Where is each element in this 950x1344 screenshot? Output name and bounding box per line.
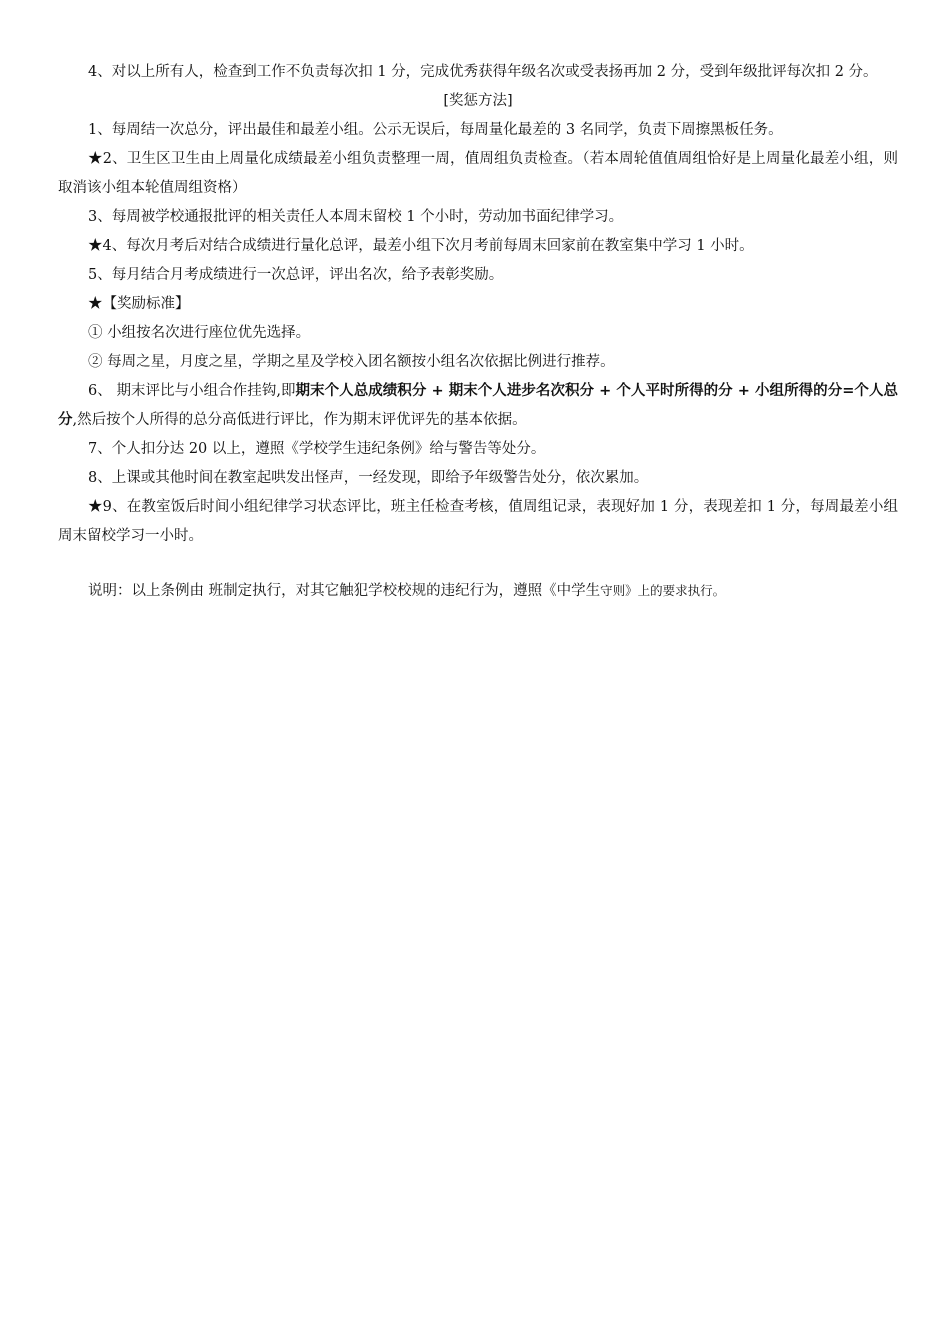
method-item-4: ★4、每次月考后对结合成绩进行量化总评，最差小组下次月考前每周末回家前在教室集中学习 1 小时。	[88, 238, 754, 254]
method-item-1: 1、每周结一次总分，评出最佳和最差小组。公示无误后，每周量化最差的 3 名同学，负责下周擦黑板任务。	[88, 122, 783, 138]
rule-item-4: 4、对以上所有人，检查到工作不负责每次扣 1 分，完成优秀获得年级名次或受表扬再加 2 分，受到年级批评每次扣 2 分。	[88, 64, 878, 80]
method-item-7: 7、个人扣分达 20 以上，遵照《学校学生违纪条例》给与警告等处分。	[88, 441, 546, 457]
section-heading-rewards-penalties: [奖惩方法]	[443, 93, 513, 109]
method-item-6-suffix: ,然后按个人所得的总分高低进行评比，作为期末评优评先的基本依据。	[72, 412, 527, 428]
method-item-6-prefix: 6、 期末评比与小组合作挂钩,即	[88, 383, 296, 399]
method-item-6-formula: 期末个人总成绩积分 + 期末个人进步名次积分 + 个人平时所得的分 + 小组所得的分=个人总分	[58, 383, 898, 428]
method-item-6	[58, 377, 898, 435]
reward-standard-heading: ★【奖励标准】	[88, 296, 190, 312]
explanation-note-tail: 守则》上的要求执行。	[600, 583, 726, 598]
method-item-8: 8、上课或其他时间在教室起哄发出怪声，一经发现，即给予年级警告处分，依次累加。	[88, 470, 649, 486]
reward-item-1: ① 小组按名次进行座位优先选择。	[88, 325, 311, 341]
method-item-9: ★9、在教室饭后时间小组纪律学习状态评比，班主任检查考核，值周组记录，表现好加 1 分，表现差扣 1 分，每周最差小组周末留校学习一小时。	[58, 499, 898, 544]
explanation-note-main: 说明：以上条例由 班制定执行，对其它触犯学校校规的违纪行为，遵照《中学生	[88, 583, 601, 599]
method-item-3: 3、每周被学校通报批评的相关责任人本周末留校 1 个小时，劳动加书面纪律学习。	[88, 209, 624, 225]
method-item-5: 5、每月结合月考成绩进行一次总评，评出名次，给予表彰奖励。	[88, 267, 504, 283]
method-item-2: ★2、卫生区卫生由上周量化成绩最差小组负责整理一周，值周组负责检查。（若本周轮值值周组恰好是上周量化最差小组，则取消该小组本轮值周组资格）	[58, 151, 898, 196]
explanation-note	[58, 577, 898, 605]
reward-item-2: ② 每周之星，月度之星，学期之星及学校入团名额按小组名次依据比例进行推荐。	[88, 354, 615, 370]
document-page	[58, 58, 898, 605]
